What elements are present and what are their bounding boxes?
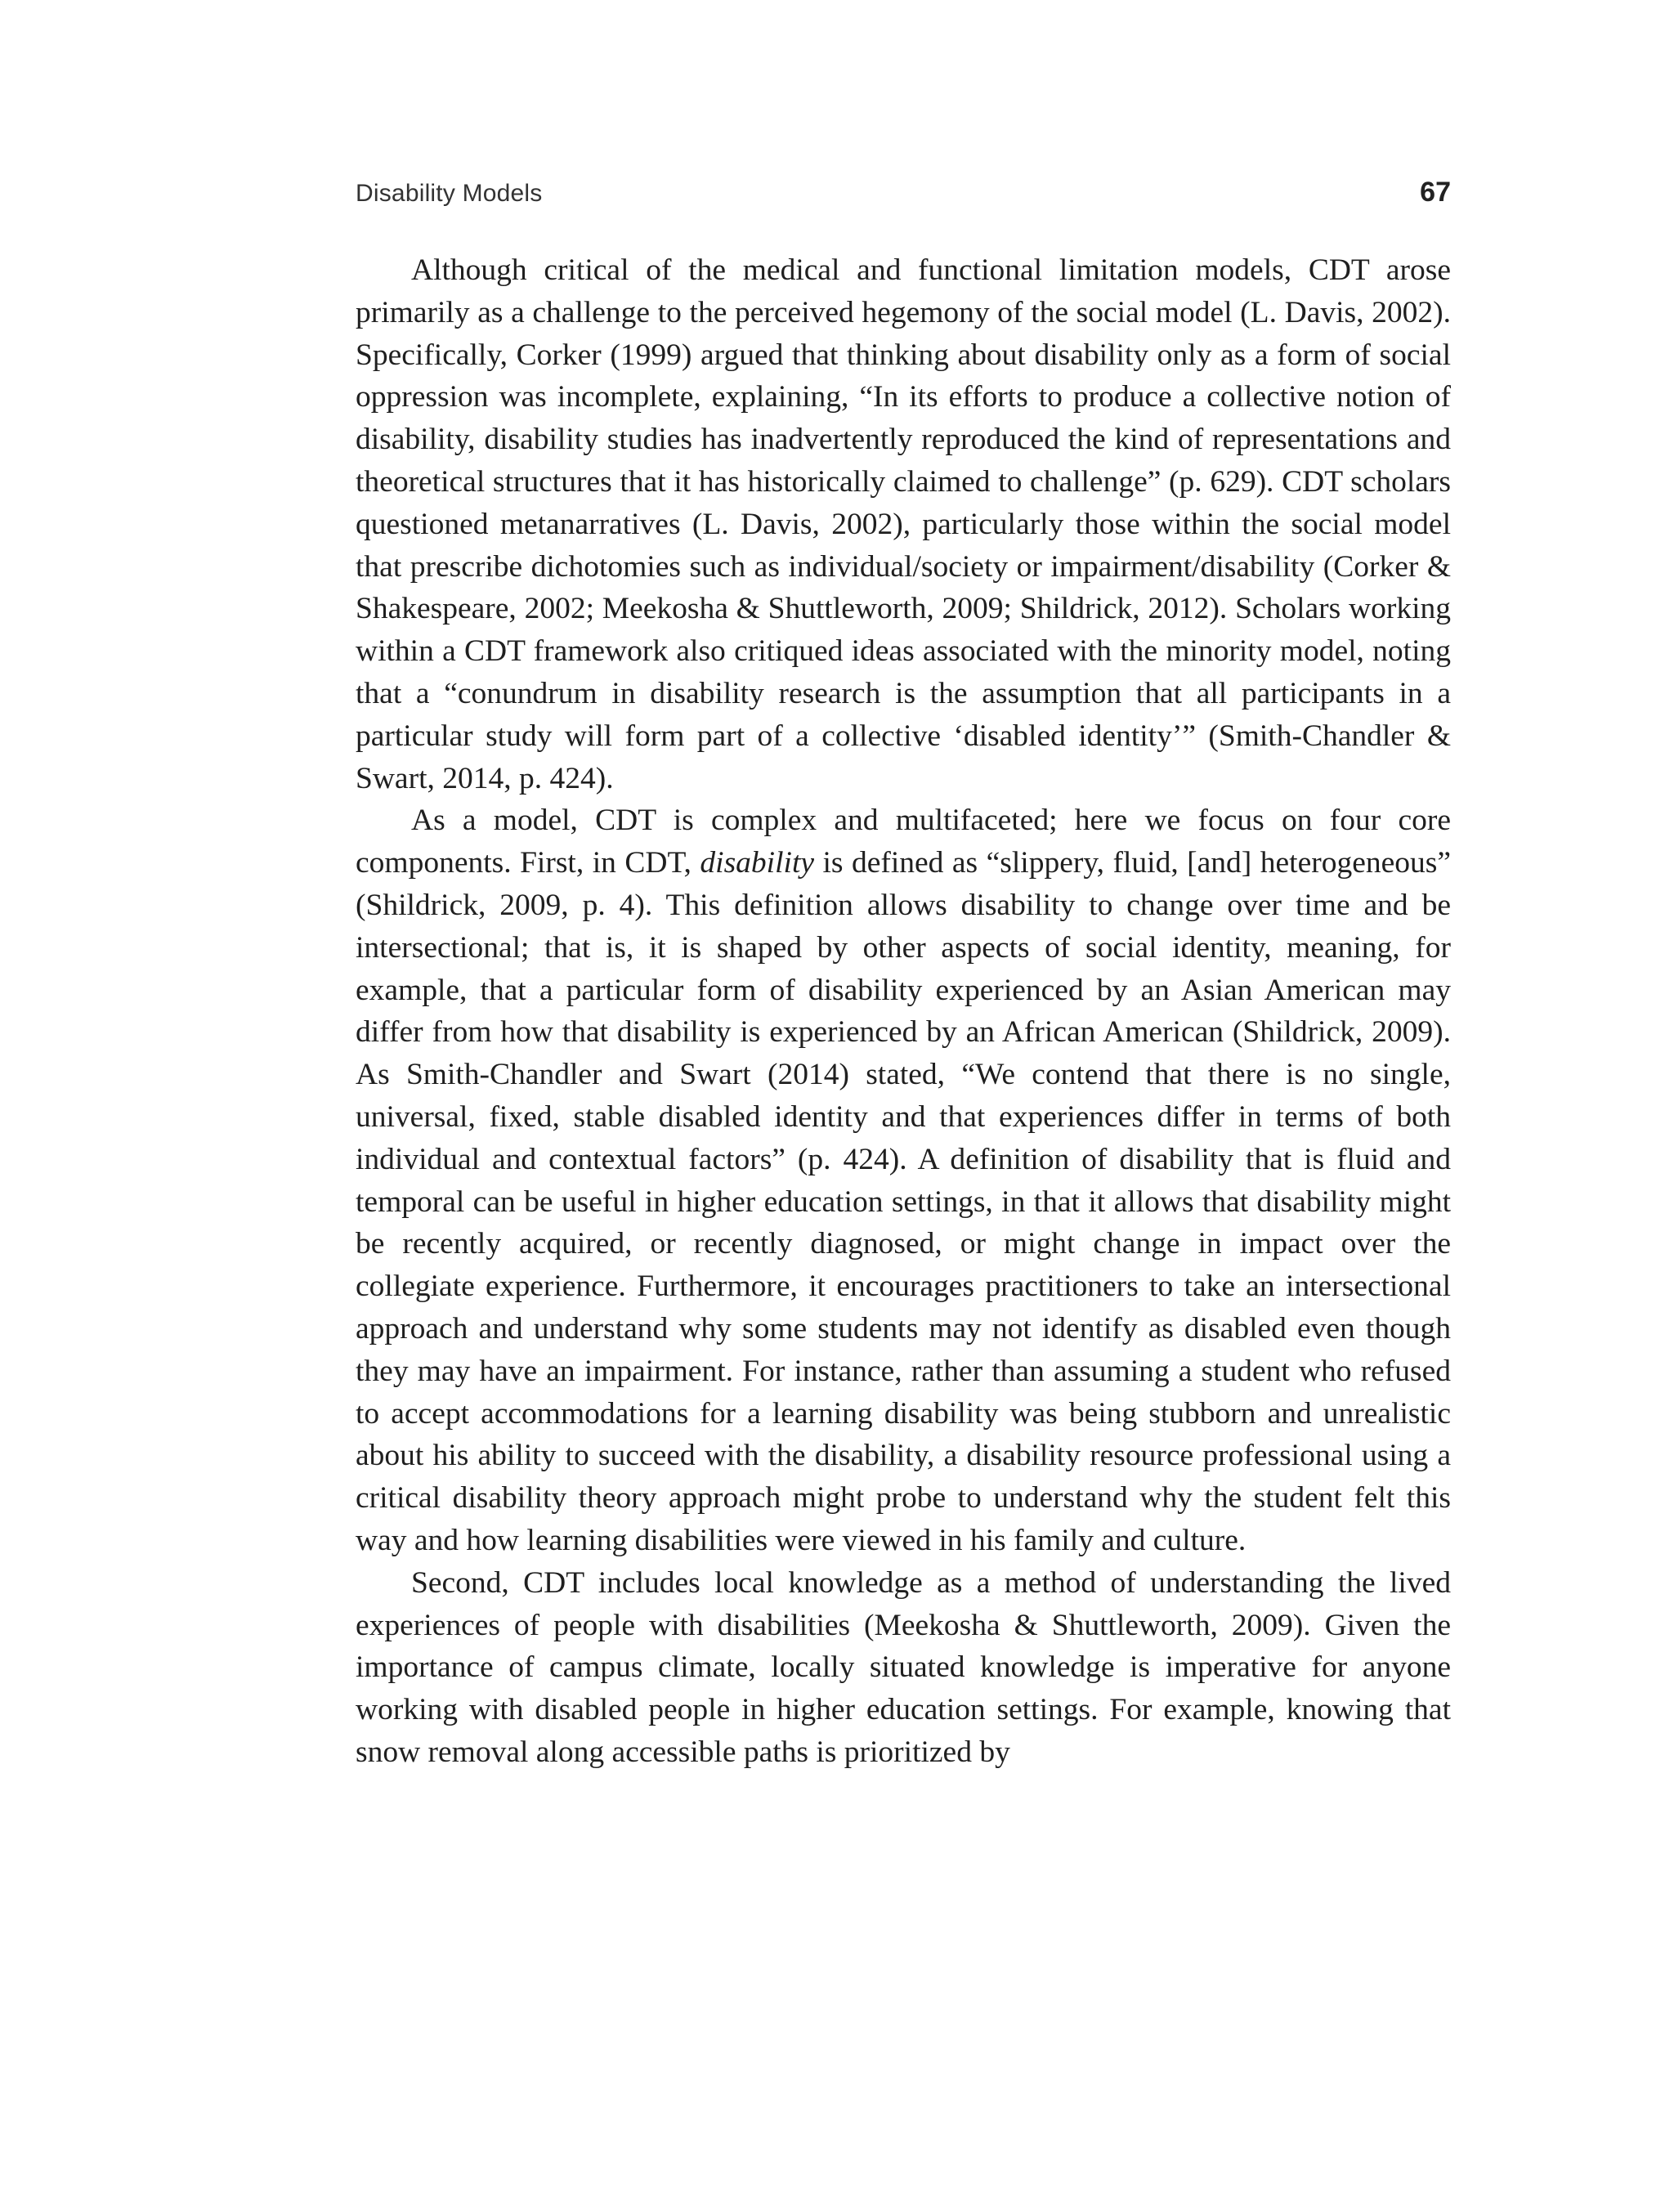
running-header (356, 173, 1451, 217)
body-text (356, 249, 1451, 1774)
page-number: 67 (1420, 177, 1451, 208)
header-title: Disability Models (356, 180, 543, 207)
paragraph-2 (356, 799, 1451, 1561)
paragraph-3: Second, CDT includes local knowledge as a method of understanding the lived experiences of people with disabilities (Meekosha & Shuttleworth, 2009). Given the importance of campus climate, locally situated knowledge is imperative for anyone working with disabled people in higher education settings. For example, knowing that snow removal along accessible paths is prioritized by (356, 1565, 1451, 1769)
paragraph-1: Although critical of the medical and functional limitation models, CDT arose primarily as a challenge to the perceived hegemony of the social model (L. Davis, 2002). Specifically, Corker (1999) argued that thinking about disability only as a form of social oppression was incomplete, explaining, “In its efforts to produce a collective notion of disability, disability studies has inadvertently reproduced the kind of representations and theoretical structures that it has historically claimed to challenge” (p. 629). CDT scholars questioned metanarratives (L. Davis, 2002), particularly those within the social model that prescribe dichotomies such as individual/society or impairment/disability (Corker & Shakespeare, 2002; Meekosha & Shuttleworth, 2009; Shildrick, 2012). Scholars working within a CDT framework also critiqued ideas associated with the minority model, noting that a “conundrum in disability research is the assumption that all participants in a particular study will form part of a collective ‘disabled identity’” (Smith-Chandler & Swart, 2014, p. 424). (356, 253, 1451, 795)
paragraph-2-text-before: As a model, CDT is complex and multifaceted; here we focus on four core components. First, in CDT, (356, 804, 1451, 880)
paragraph-2-text-after: is defined as “slippery, fluid, [and] heterogeneous” (Shildrick, 2009, p. 4). This definition allows disability to change over time and be intersectional; that is, it is shaped by other aspects of social identity, meaning, for example, that a particular form of disability experienced by an Asian American may differ from how that disability is experienced by an African American (Shildrick, 2009). As Smith-Chandler and Swart (2014) stated, “We contend that there is no single, universal, fixed, stable disabled identity and that experiences differ in terms of both individual and contextual factors” (p. 424). A definition of disability that is fluid and temporal can be useful in higher education settings, in that it allows that disability might be recently acquired, or recently diagnosed, or might change in impact over the collegiate experience. Furthermore, it encourages practitioners to take an intersectional approach and understand why some students may not identify as disabled even though they may have an impairment. For instance, rather than assuming a student who refused to accept accommodations for a learning disability was being stubborn and unrealistic about his ability to succeed with the disability, a disability resource professional using a critical disability theory approach might probe to understand why the student felt this way and how learning disabilities were viewed in his family and culture. (356, 846, 1451, 1557)
paragraph-2-emphasis: disability (700, 846, 815, 880)
